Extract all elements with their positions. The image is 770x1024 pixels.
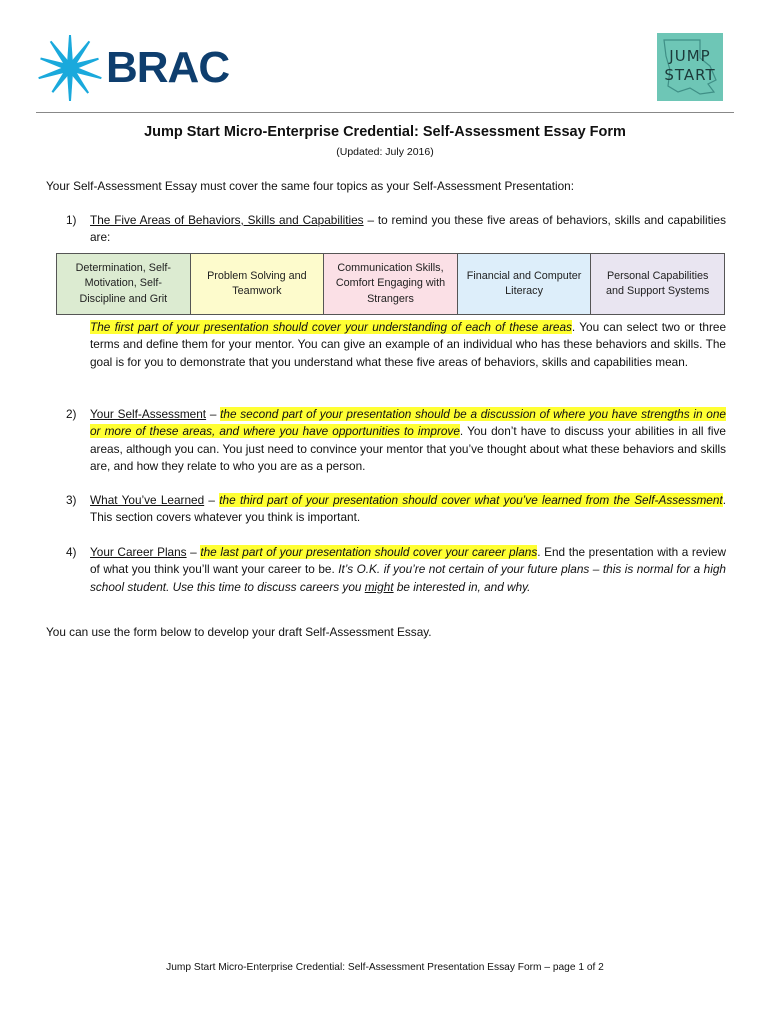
list-item-number: 3) [66, 493, 77, 507]
brac-logo-text: BRAC [106, 43, 230, 92]
list-item-dash: – [186, 545, 201, 559]
jumpstart-logo [657, 33, 723, 101]
highlighted-text: the third part of your presentation should cover what you’ve learned from the Self-Assessment [219, 493, 723, 507]
page-footer: Jump Start Micro-Enterprise Credential: Self-Assessment Presentation Essay Form – page 1 of 2 [166, 962, 604, 973]
skill-cell: Communication Skills, Comfort Engaging with Strangers [323, 254, 457, 314]
skills-table [56, 253, 725, 315]
list-item-text: – to remind you these five areas of behaviors, skills and capabilities are: [90, 213, 726, 245]
italic-underlined-text: might [364, 579, 394, 594]
list-item-heading: The Five Areas of Behaviors, Skills and Capabilities [90, 213, 364, 227]
header-divider [36, 112, 734, 113]
list-item-heading: What You’ve Learned [90, 493, 205, 507]
list-item-text: . End the presentation with a review of what you think you’ll want your career to be. [90, 545, 727, 577]
jumpstart-logo-line1: JUMP [669, 47, 711, 65]
brac-star-icon [36, 34, 104, 102]
list-item-dash: – [206, 407, 221, 421]
intro-paragraph: Your Self-Assessment Essay must cover the same four topics as your Self-Assessment Presentation: [46, 179, 575, 193]
highlighted-text: The first part of your presentation should cover your understanding of each of these areas [90, 320, 572, 334]
list-item-number: 2) [66, 407, 77, 421]
list-item-text: . This section covers whatever you think is important. [90, 493, 726, 525]
highlighted-text: the second part of your presentation should be a discussion of where you have strengths in one or more of these areas, and where you have opportunities to improve [90, 407, 726, 439]
brac-logo [36, 34, 230, 102]
list-item-heading: Your Self-Assessment [90, 407, 207, 421]
list-item-number: 4) [66, 545, 77, 559]
closing-paragraph: You can use the form below to develop your draft Self-Assessment Essay. [46, 625, 432, 639]
skill-cell: Personal Capabilities and Support Systems [590, 254, 724, 314]
page-subtitle: (Updated: July 2016) [336, 146, 434, 158]
paragraph-text: . You can select two or three terms and define them for your mentor. You can give an example of an individual who has these behaviors and skills. The goal is for you to demonstrate that you understand what these five areas of behaviors, skills and capabilities mean. [90, 320, 727, 369]
italic-text: be interested in, and why. [393, 579, 531, 594]
skill-cell: Determination, Self-Motivation, Self-Discipline and Grit [57, 254, 190, 314]
italic-text: It’s O.K. if you’re not certain of your future plans – this is normal for a high school student. Use this time to discuss careers you [90, 562, 726, 594]
skill-cell: Problem Solving and Teamwork [190, 254, 324, 314]
skill-cell: Financial and Computer Literacy [457, 254, 591, 314]
list-item-number: 1) [66, 213, 77, 227]
list-item-heading: Your Career Plans [90, 545, 187, 559]
page-title: Jump Start Micro-Enterprise Credential: Self-Assessment Essay Form [144, 124, 626, 140]
highlighted-text: the last part of your presentation should cover your career plans [200, 545, 538, 559]
list-item-dash: – [204, 493, 220, 507]
jumpstart-logo-line2: START [664, 66, 716, 84]
list-item-text: . You don’t have to discuss your abilities in all five areas, although you can. You just need to convince your mentor that you’ve thought about what these behaviors and skills are, and how they relate to who you are as a person. [90, 424, 726, 473]
